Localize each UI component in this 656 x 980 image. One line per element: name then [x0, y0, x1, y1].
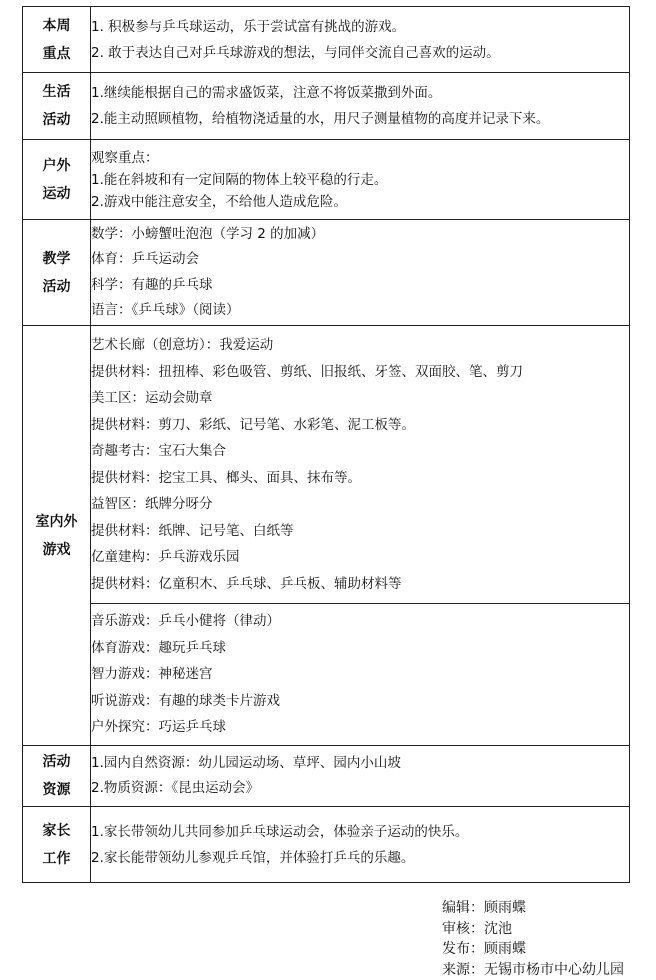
row-content	[91, 807, 630, 883]
content-line: 1.园内自然资源：幼儿园运动场、草坪、园内小山坡	[91, 755, 401, 771]
label-line: 家长	[42, 822, 71, 839]
row-label	[23, 7, 91, 73]
label-line: 活动	[42, 754, 71, 770]
content-line: 听说游戏：有趣的球类卡片游戏	[91, 692, 280, 709]
weekly-plan-table	[22, 6, 630, 883]
content-line: 2.物质资源：《昆虫运动会》	[91, 780, 260, 796]
content-line: 艺术长廊（创意坊）：我爱运动	[91, 337, 274, 353]
label-line: 活动	[42, 278, 71, 295]
content-line: 美工区：运动会勋章	[91, 390, 213, 406]
row-games-group-2	[23, 604, 630, 746]
content-line: 体育游戏：趣玩乒乓球	[91, 639, 226, 656]
content-line: 1. 积极参与乒乓球运动，乐于尝试富有挑战的游戏。	[91, 18, 406, 35]
content-line: 1.能在斜坡和有一定间隔的物体上较平稳的行走。	[91, 171, 388, 188]
content-line: 提供材料：剪刀、彩纸、记号笔、水彩笔、泥工板等。	[91, 416, 415, 433]
content-line: 提供材料：亿童积木、乒乓球、乒乓板、辅助材料等	[91, 575, 402, 592]
row-label	[23, 807, 91, 883]
content-line: 户外探究：巧运乒乓球	[91, 719, 226, 736]
content-line: 2. 敢于表达自己对乒乓球游戏的想法，与同伴交流自己喜欢的运动。	[91, 44, 500, 61]
content-line: 2.游戏中能注意安全，不给他人造成危险。	[91, 193, 347, 210]
content-line: 1.家长带领幼儿共同参加乒乓球运动会，体验亲子运动的快乐。	[91, 823, 469, 840]
row-outdoor-sports	[23, 140, 630, 220]
content-line: 益智区：纸牌分呀分	[91, 496, 213, 512]
row-games-group-1	[23, 326, 630, 604]
content-line: 1.继续能根据自己的需求盛饭菜，注意不将饭菜撒到外面。	[91, 85, 442, 101]
row-daily-life	[23, 73, 630, 140]
row-label	[23, 140, 91, 220]
row-weekly-focus	[23, 7, 630, 73]
row-content	[91, 7, 630, 73]
source-line: 来源：无锡市杨市中心幼儿园	[442, 961, 624, 978]
content-line: 2.能主动照顾植物，给植物浇适量的水，用尺子测量植物的高度并记录下来。	[91, 111, 550, 127]
content-line: 提供材料：纸牌、记号笔、白纸等	[91, 522, 294, 539]
content-line: 数学：小螃蟹吐泡泡（学习 2 的加减）	[91, 225, 325, 242]
content-line: 语言：《乒乓球》（阅读）	[91, 302, 240, 318]
content-line: 音乐游戏：乒乓小健将（律动）	[91, 613, 280, 630]
label-line: 活动	[42, 112, 71, 128]
content-line: 2.家长能带领幼儿参观乒乓馆，并体验打乒乓的乐趣。	[91, 849, 415, 866]
content-line: 智力游戏：神秘迷宫	[91, 666, 213, 683]
content-line: 亿童建构：乒乓游戏乐园	[91, 549, 240, 565]
row-content	[91, 326, 630, 604]
row-content	[91, 746, 630, 807]
row-parent-work	[23, 807, 630, 883]
content-line: 体育：乒乓运动会	[91, 251, 199, 267]
content-line: 观察重点：	[91, 149, 159, 166]
label-line: 户外	[42, 157, 71, 174]
row-teaching	[23, 220, 630, 326]
row-content	[91, 604, 630, 746]
label-line: 教学	[42, 250, 71, 267]
editor-line: 编辑：顾雨蝶	[442, 900, 526, 916]
row-label	[23, 746, 91, 807]
row-label	[23, 73, 91, 140]
label-line: 资源	[42, 782, 71, 798]
label-line: 运动	[42, 185, 71, 202]
label-line: 工作	[42, 850, 71, 867]
label-line: 重点	[42, 45, 71, 62]
content-line: 提供材料：扭扭棒、彩色吸管、剪纸、旧报纸、牙签、双面胶、笔、剪刀	[91, 363, 523, 380]
publisher-line: 发布：顾雨蝶	[442, 941, 526, 957]
signature-block	[442, 898, 624, 980]
content-line: 科学：有趣的乒乓球	[91, 276, 213, 293]
reviewer-line: 审核：沈池	[442, 920, 512, 937]
label-line: 室内外	[35, 513, 78, 530]
content-line: 奇趣考古：宝石大集合	[91, 443, 226, 459]
label-line: 游戏	[42, 541, 71, 558]
content-line: 提供材料：挖宝工具、榔头、面具、抹布等。	[91, 469, 361, 486]
row-content	[91, 140, 630, 220]
row-label	[23, 326, 91, 746]
label-line: 生活	[42, 84, 71, 100]
row-label	[23, 220, 91, 326]
row-content	[91, 73, 630, 140]
row-content	[91, 220, 630, 326]
row-resources	[23, 746, 630, 807]
label-line: 本周	[42, 17, 71, 34]
